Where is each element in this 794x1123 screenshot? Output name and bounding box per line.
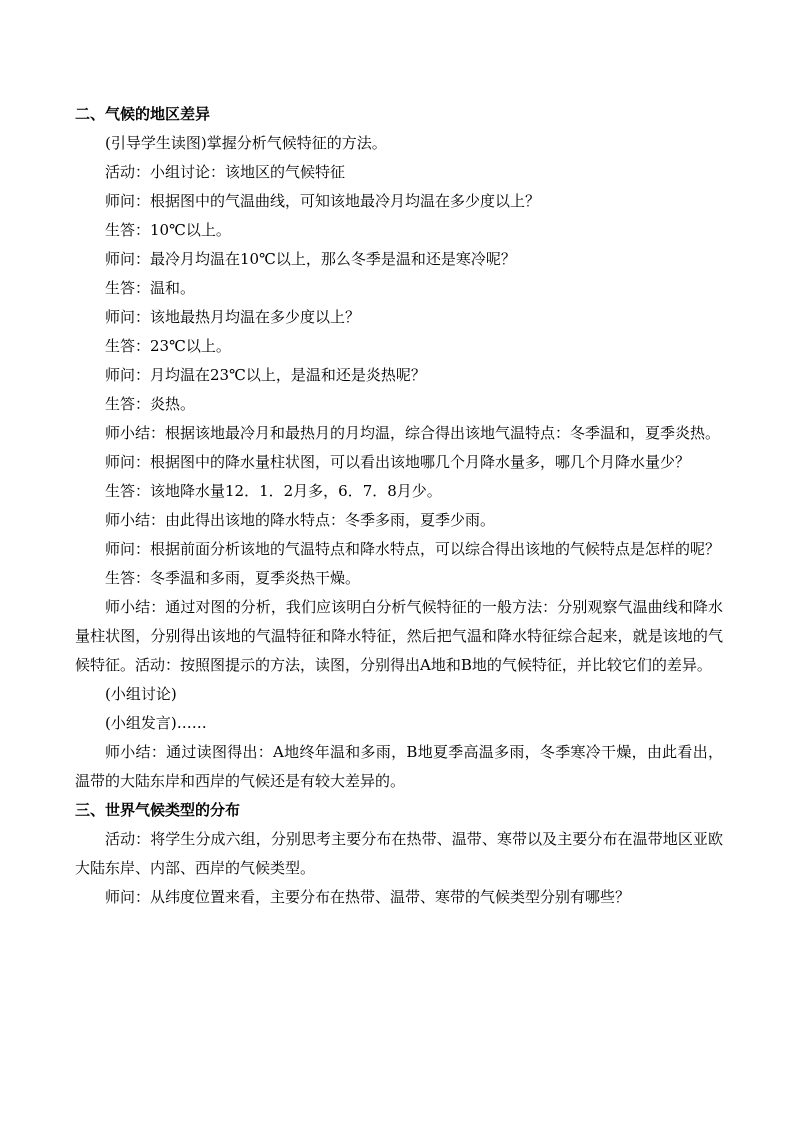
section-heading-world-climate-distribution: 三、世界气候类型的分布: [75, 801, 241, 819]
paragraph: 师小结：通过对图的分析，我们应该明白分析气候特征的一般方法：分别观察气温曲线和降水量柱状图，分别得出该地的气温特征和降水特征，然后把气温和降水特征综合起来，就是该地的气候特征。活动：按照图提示的方法，读图，分别得出A地和B地的气候特征，并比较它们的差异。: [75, 598, 723, 674]
paragraph: 师问：从纬度位置来看，主要分布在热带、温带、寒带的气候类型分别有哪些？: [105, 888, 631, 906]
paragraph: 生答：冬季温和多雨，夏季炎热干燥。: [105, 569, 361, 587]
paragraph: 活动：小组讨论：该地区的气候特征: [105, 163, 346, 181]
paragraph: 师小结：由此得出该地的降水特点：冬季多雨，夏季少雨。: [105, 511, 496, 529]
paragraph: 师问：该地最热月均温在多少度以上？: [105, 308, 361, 326]
paragraph: 师小结：根据该地最冷月和最热月的月均温，综合得出该地气温特点：冬季温和，夏季炎热。: [105, 424, 721, 442]
paragraph: 师问：根据前面分析该地的气温特点和降水特点，可以综合得出该地的气候特点是怎样的呢？: [105, 540, 721, 558]
paragraph: (引导学生读图)掌握分析气候特征的方法。: [105, 134, 387, 152]
section-heading-climate-regional-differences: 二、气候的地区差异: [75, 105, 211, 123]
paragraph: 师问：最冷月均温在10℃以上，那么冬季是温和还是寒冷呢？: [105, 250, 516, 268]
paragraph: 师小结：通过读图得出：A地终年温和多雨，B地夏季高温多雨，冬季寒冷干燥，由此看出，温带的大陆东岸和西岸的气候还是有较大差异的。: [75, 743, 723, 790]
paragraph: (小组讨论): [105, 685, 177, 703]
paragraph: 生答：10℃以上。: [105, 221, 231, 239]
paragraph: 生答：炎热。: [105, 395, 196, 413]
paragraph: 生答：23℃以上。: [105, 337, 231, 355]
document-body: [75, 100, 723, 912]
paragraph: 师问：根据图中的气温曲线，可知该地最冷月均温在多少度以上？: [105, 192, 541, 210]
paragraph: 活动：将学生分成六组，分别思考主要分布在热带、温带、寒带以及主要分布在温带地区亚欧大陆东岸、内部、西岸的气候类型。: [75, 830, 723, 877]
paragraph: 师问：根据图中的降水量柱状图，可以看出该地哪几个月降水量多，哪几个月降水量少？: [105, 453, 691, 471]
paragraph: 生答：该地降水量12．1．2月多，6．7．8月少。: [105, 482, 442, 500]
paragraph: 师问：月均温在23℃以上，是温和还是炎热呢？: [105, 366, 426, 384]
paragraph: 生答：温和。: [105, 279, 196, 297]
paragraph: (小组发言)……: [105, 714, 207, 732]
